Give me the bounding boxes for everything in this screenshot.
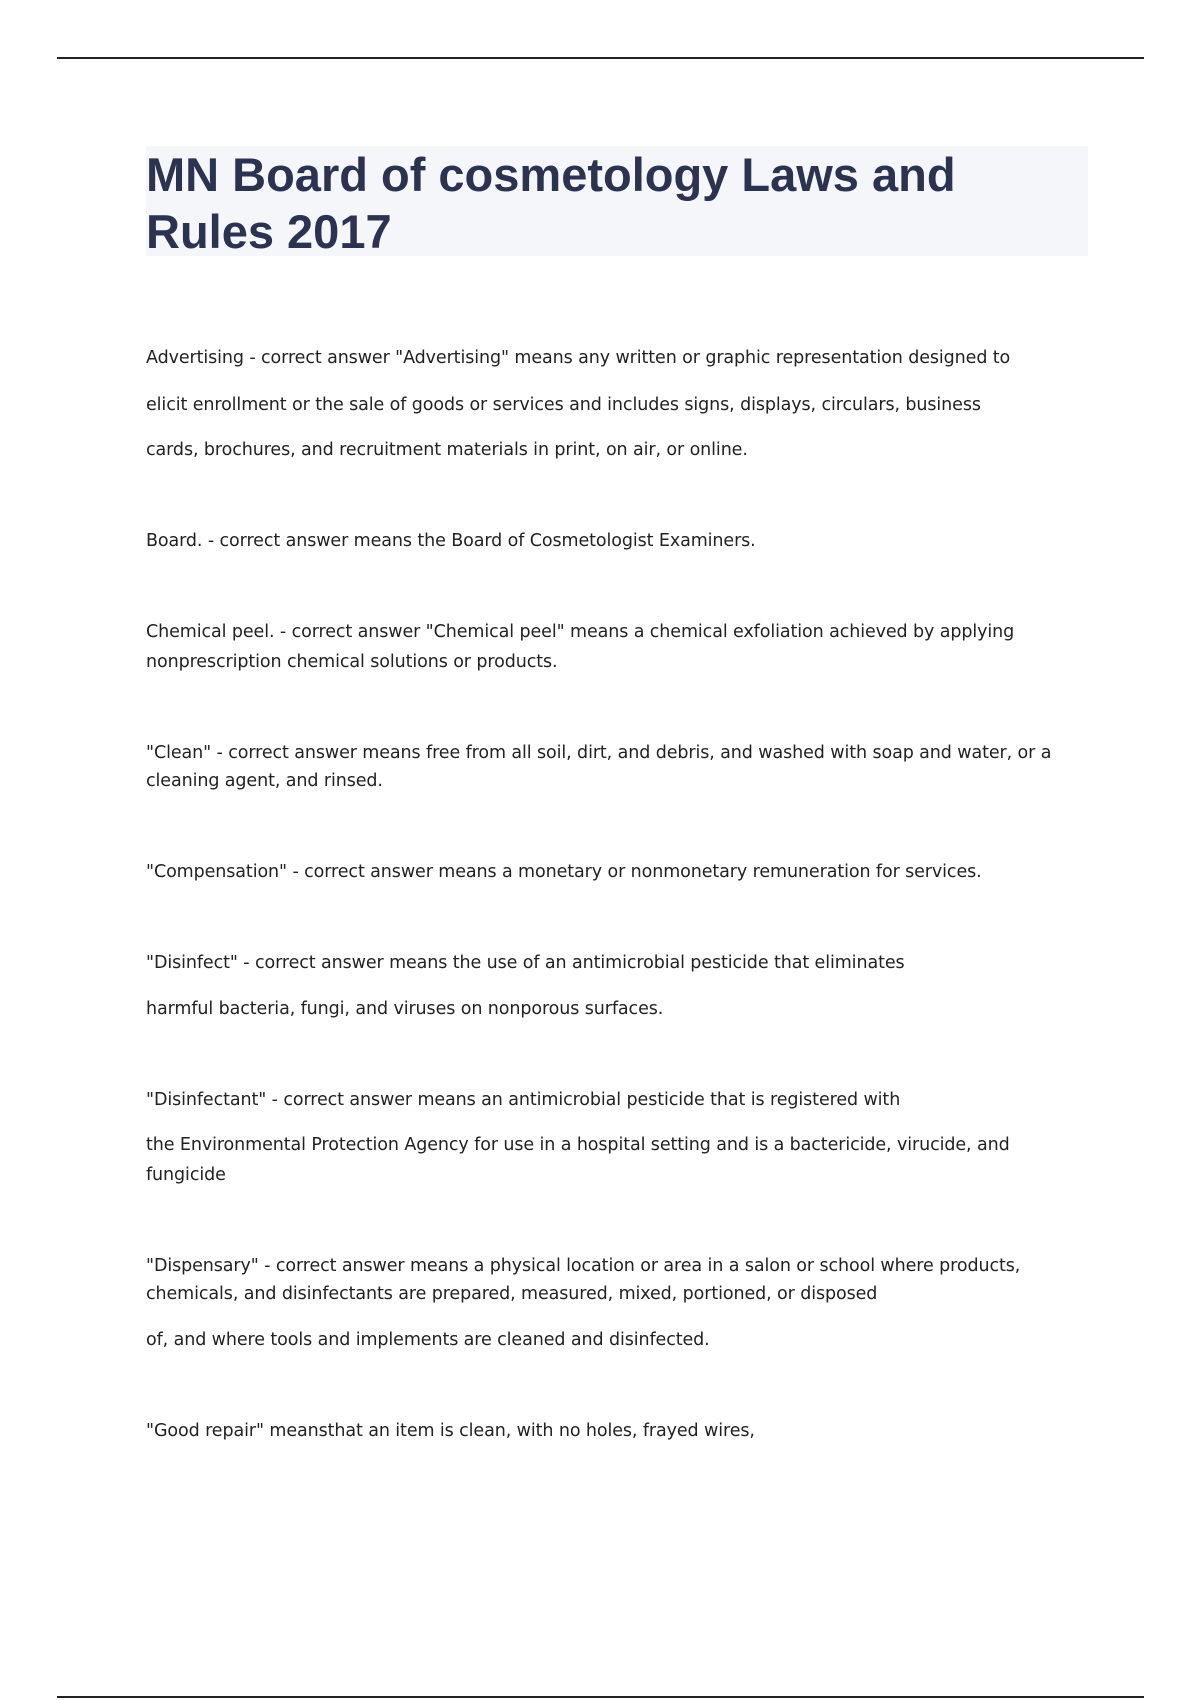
definition-line: chemicals, and disinfectants are prepared, measured, mixed, portioned, or disposed <box>146 1284 878 1304</box>
definition-line: of, and where tools and implements are cleaned and disinfected. <box>146 1330 710 1350</box>
definition-line: fungicide <box>146 1165 226 1185</box>
bottom-divider <box>57 1696 1144 1698</box>
definition-line: cleaning agent, and rinsed. <box>146 771 383 791</box>
definition-line: Advertising - correct answer "Advertising" means any written or graphic representation designed to <box>146 348 1011 368</box>
definition-line: Board. - correct answer means the Board of Cosmetologist Examiners. <box>146 531 756 551</box>
top-divider <box>57 57 1144 59</box>
definition-line: cards, brochures, and recruitment materials in print, on air, or online. <box>146 440 748 460</box>
definition-line: "Good repair" meansthat an item is clean, with no holes, frayed wires, <box>146 1421 755 1441</box>
definition-line: harmful bacteria, fungi, and viruses on nonporous surfaces. <box>146 999 664 1019</box>
definition-line: "Disinfect" - correct answer means the use of an antimicrobial pesticide that eliminates <box>146 953 905 973</box>
definition-line: elicit enrollment or the sale of goods or services and includes signs, displays, circulars, business <box>146 395 981 415</box>
definition-line: "Dispensary" - correct answer means a physical location or area in a salon or school where products, <box>146 1256 1021 1276</box>
definition-line: "Disinfectant" - correct answer means an antimicrobial pesticide that is registered with <box>146 1090 901 1110</box>
definition-line: nonprescription chemical solutions or products. <box>146 652 558 672</box>
definition-line: "Clean" - correct answer means free from all soil, dirt, and debris, and washed with soap and water, or a <box>146 743 1052 763</box>
definition-line: Chemical peel. - correct answer "Chemical peel" means a chemical exfoliation achieved by applying <box>146 622 1015 642</box>
definition-line: the Environmental Protection Agency for use in a hospital setting and is a bactericide, virucide, and <box>146 1135 1010 1155</box>
definition-line: "Compensation" - correct answer means a monetary or nonmonetary remuneration for services. <box>146 862 982 882</box>
document-title: MN Board of cosmetology Laws and Rules 2017 <box>146 148 956 258</box>
